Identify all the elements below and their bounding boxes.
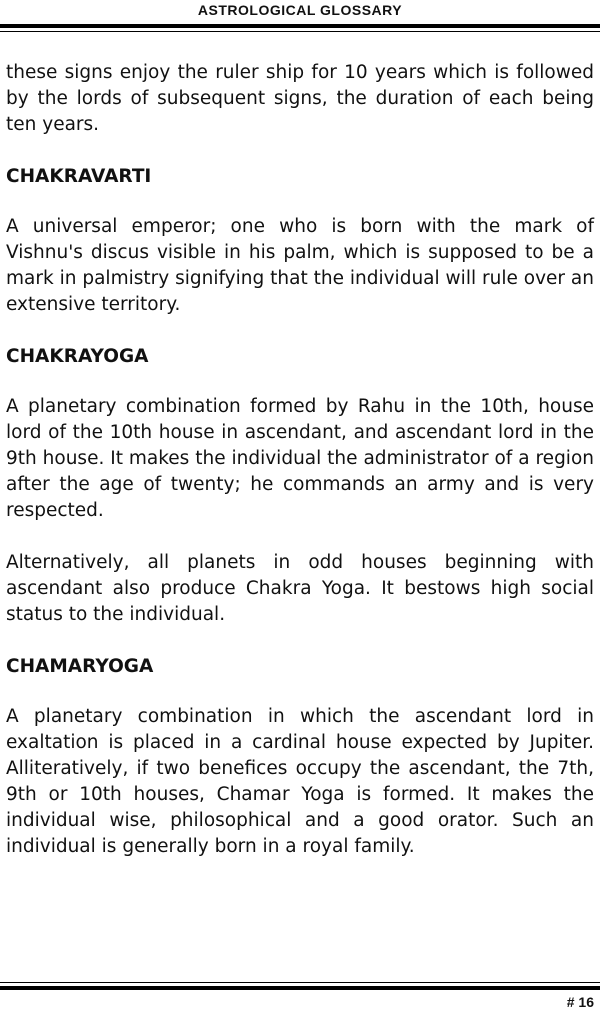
definition-chakrayoga-alt: Alternatively, all planets in odd houses beginning with ascendant also produce Chakra Yoga. It bestows high social status to the individual. (6, 552, 594, 625)
running-header-title: ASTROLOGICAL GLOSSARY (197, 2, 403, 18)
footer-rule-thick (0, 986, 600, 990)
page-body (6, 60, 594, 860)
term-heading-chakrayoga: CHAKRAYOGA (6, 346, 149, 367)
page-number: # 16 (566, 994, 594, 1010)
definition-chakrayoga: A planetary combination formed by Rahu in the 10th, house lord of the 10th house in ascendant, and ascendant lord in the 9th house. It makes the individual the administrator of a region after the age of twenty; he commands an army and is very respected. (6, 396, 594, 521)
footer-rule-thin (0, 982, 600, 983)
header-rule-thin (0, 31, 600, 32)
intro-paragraph: these signs enjoy the ruler ship for 10 years which is followed by the lords of subsequent signs, the duration of each being ten years. (6, 62, 594, 135)
definition-chamaryoga: A planetary combination in which the ascendant lord in exaltation is placed in a cardinal house expected by Jupiter. Alliteratively, if two benefices occupy the ascendant, the 7th, 9th or 10th houses, Chamar Yoga is formed. It makes the individual wise, philosophical and a good orator. Such an individual is generally born in a royal family. (6, 706, 594, 857)
definition-chakravarti: A universal emperor; one who is born with the mark of Vishnu's discus visible in his palm, which is supposed to be a mark in palmistry signifying that the individual will rule over an extensive territory. (6, 216, 594, 315)
term-heading-chakravarti: CHAKRAVARTI (6, 166, 152, 187)
header-rule-thick (0, 24, 600, 28)
term-heading-chamaryoga: CHAMARYOGA (6, 656, 154, 677)
